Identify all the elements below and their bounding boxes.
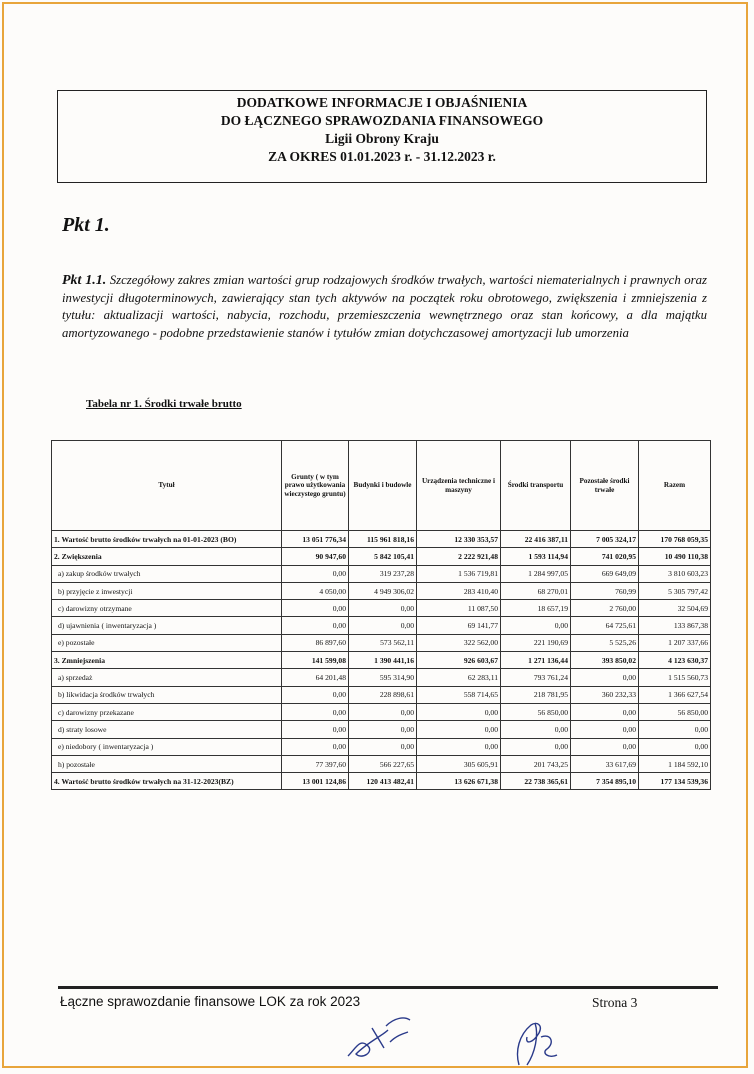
paragraph-text: Szczegółowy zakres zmian wartości grup rodzajowych środków trwałych, wartości niematerialnych i prawnych oraz inwestycji długoterminowych, zawierający stan tych aktywów na początek roku obrotowego, zwiększenia i zmniejszenia z tytułu: aktualizacji wartości, nabycia, rozchodu, przemieszczenia wewnętrznego oraz stan końcowy, a dla majątku amortyzowanego - podobne przedstawienie stanów i tytułów zmian dotychczasowej amortyzacji lub umorzenia: [62, 273, 707, 340]
table-row: [52, 669, 711, 686]
cell-value: 7 354 895,10: [571, 773, 639, 790]
cell-value: 32 504,69: [639, 600, 711, 617]
cell-value: 4 050,00: [282, 582, 349, 599]
row-label: e) niedobory ( inwentaryzacja ): [52, 738, 282, 755]
cell-value: 56 850,00: [501, 703, 571, 720]
cell-value: 1 184 592,10: [639, 755, 711, 772]
cell-value: 22 738 365,61: [501, 773, 571, 790]
cell-value: 0,00: [501, 738, 571, 755]
cell-value: 0,00: [349, 703, 417, 720]
cell-value: 13 626 671,38: [417, 773, 501, 790]
table-row: [52, 703, 711, 720]
table-header-row: [52, 441, 711, 531]
cell-value: 760,99: [571, 582, 639, 599]
column-header: Urządzenia techniczne i maszyny: [417, 441, 501, 531]
row-label: b) likwidacja środków trwałych: [52, 686, 282, 703]
cell-value: 573 562,11: [349, 634, 417, 651]
cell-value: 0,00: [349, 721, 417, 738]
row-label: a) sprzedaż: [52, 669, 282, 686]
column-header: Budynki i budowle: [349, 441, 417, 531]
table-row: [52, 617, 711, 634]
cell-value: 7 005 324,17: [571, 531, 639, 548]
cell-value: 0,00: [349, 617, 417, 634]
table-row: [52, 600, 711, 617]
cell-value: 11 087,50: [417, 600, 501, 617]
cell-value: 0,00: [349, 600, 417, 617]
cell-value: 319 237,28: [349, 565, 417, 582]
cell-value: 90 947,60: [282, 548, 349, 565]
table-row: [52, 721, 711, 738]
cell-value: 283 410,40: [417, 582, 501, 599]
cell-value: 1 593 114,94: [501, 548, 571, 565]
row-label: 3. Zmniejszenia: [52, 652, 282, 669]
table-row: [52, 652, 711, 669]
cell-value: 360 232,33: [571, 686, 639, 703]
cell-value: 115 961 818,16: [349, 531, 417, 548]
cell-value: 64 201,48: [282, 669, 349, 686]
table-row: [52, 565, 711, 582]
cell-value: 141 599,08: [282, 652, 349, 669]
cell-value: 33 617,69: [571, 755, 639, 772]
table-row: [52, 582, 711, 599]
cell-value: 5 525,26: [571, 634, 639, 651]
cell-value: 5 842 105,41: [349, 548, 417, 565]
cell-value: 0,00: [571, 669, 639, 686]
cell-value: 322 562,00: [417, 634, 501, 651]
cell-value: 1 284 997,05: [501, 565, 571, 582]
table-row: [52, 634, 711, 651]
cell-value: 305 605,91: [417, 755, 501, 772]
cell-value: 926 603,67: [417, 652, 501, 669]
cell-value: 0,00: [571, 721, 639, 738]
table-row: [52, 738, 711, 755]
row-label: b) przyjęcie z inwestycji: [52, 582, 282, 599]
column-header: Środki transportu: [501, 441, 571, 531]
cell-value: 228 898,61: [349, 686, 417, 703]
row-label: d) straty losowe: [52, 721, 282, 738]
row-label: c) darowizny otrzymane: [52, 600, 282, 617]
cell-value: 0,00: [571, 738, 639, 755]
cell-value: 1 271 136,44: [501, 652, 571, 669]
cell-value: 1 390 441,16: [349, 652, 417, 669]
row-label: c) darowizny przekazane: [52, 703, 282, 720]
cell-value: 595 314,90: [349, 669, 417, 686]
section-paragraph: [62, 272, 707, 342]
cell-value: 0,00: [282, 686, 349, 703]
cell-value: 69 141,77: [417, 617, 501, 634]
paragraph-label: Pkt 1.1.: [62, 273, 107, 288]
row-label: 1. Wartość brutto środków trwałych na 01-01-2023 (BO): [52, 531, 282, 548]
cell-value: 2 222 921,48: [417, 548, 501, 565]
cell-value: 0,00: [349, 738, 417, 755]
cell-value: 13 051 776,34: [282, 531, 349, 548]
cell-value: 669 649,09: [571, 565, 639, 582]
cell-value: 393 850,02: [571, 652, 639, 669]
fixed-assets-table: [51, 440, 711, 790]
column-header: Pozostałe środki trwałe: [571, 441, 639, 531]
cell-value: 4 949 306,02: [349, 582, 417, 599]
signature-1: [338, 1008, 418, 1066]
column-header: Razem: [639, 441, 711, 531]
section-heading: Pkt 1.: [62, 214, 110, 236]
cell-value: 62 283,11: [417, 669, 501, 686]
row-label: d) ujawnienia ( inwentaryzacja ): [52, 617, 282, 634]
cell-value: 22 416 387,11: [501, 531, 571, 548]
table-row: [52, 755, 711, 772]
cell-value: 793 761,24: [501, 669, 571, 686]
cell-value: 68 270,01: [501, 582, 571, 599]
cell-value: 0,00: [639, 738, 711, 755]
cell-value: 0,00: [501, 617, 571, 634]
cell-value: 0,00: [282, 600, 349, 617]
cell-value: 12 330 353,57: [417, 531, 501, 548]
cell-value: 2 760,00: [571, 600, 639, 617]
cell-value: 56 850,00: [639, 703, 711, 720]
cell-value: 0,00: [282, 565, 349, 582]
table-row: [52, 686, 711, 703]
cell-value: 177 134 539,36: [639, 773, 711, 790]
table-caption: Tabela nr 1. Środki trwałe brutto: [86, 398, 242, 410]
cell-value: 0,00: [282, 738, 349, 755]
cell-value: 0,00: [501, 721, 571, 738]
cell-value: 18 657,19: [501, 600, 571, 617]
footer-page-number: Strona 3: [592, 995, 638, 1010]
cell-value: 0,00: [639, 721, 711, 738]
cell-value: 13 001 124,86: [282, 773, 349, 790]
cell-value: 221 190,69: [501, 634, 571, 651]
row-label: h) pozostałe: [52, 755, 282, 772]
cell-value: 10 490 110,38: [639, 548, 711, 565]
column-header: Tytuł: [52, 441, 282, 531]
signature-2: [505, 1015, 565, 1070]
cell-value: 0,00: [282, 617, 349, 634]
table-row: [52, 773, 711, 790]
cell-value: 201 743,25: [501, 755, 571, 772]
cell-value: 0,00: [417, 703, 501, 720]
title-line-2: DO ŁĄCZNEGO SPRAWOZDANIA FINANSOWEGO: [220, 113, 544, 128]
cell-value: 77 397,60: [282, 755, 349, 772]
table-row: [52, 548, 711, 565]
cell-value: 0,00: [282, 721, 349, 738]
cell-value: 1 536 719,81: [417, 565, 501, 582]
cell-value: 4 123 630,37: [639, 652, 711, 669]
row-label: 2. Zwiększenia: [52, 548, 282, 565]
cell-value: 0,00: [282, 703, 349, 720]
column-header: Grunty ( w tym prawo użytkowania wieczystego gruntu): [282, 441, 349, 531]
footer-report-name: Łączne sprawozdanie finansowe LOK za rok 2023: [60, 994, 361, 1009]
cell-value: 133 867,38: [639, 617, 711, 634]
cell-value: 0,00: [417, 738, 501, 755]
cell-value: 218 781,95: [501, 686, 571, 703]
footer-divider: [58, 986, 718, 989]
cell-value: 1 366 627,54: [639, 686, 711, 703]
table-row: [52, 531, 711, 548]
cell-value: 0,00: [571, 703, 639, 720]
cell-value: 1 207 337,66: [639, 634, 711, 651]
row-label: a) zakup środków trwałych: [52, 565, 282, 582]
title-line-4: ZA OKRES 01.01.2023 r. - 31.12.2023 r.: [268, 149, 496, 164]
cell-value: 170 768 059,35: [639, 531, 711, 548]
cell-value: 3 810 603,23: [639, 565, 711, 582]
cell-value: 566 227,65: [349, 755, 417, 772]
cell-value: 0,00: [417, 721, 501, 738]
title-line-1: DODATKOWE INFORMACJE I OBJAŚNIENIA: [236, 95, 528, 110]
cell-value: 558 714,65: [417, 686, 501, 703]
cell-value: 1 515 560,73: [639, 669, 711, 686]
row-label: 4. Wartość brutto środków trwałych na 31-12-2023(BZ): [52, 773, 282, 790]
cell-value: 86 897,60: [282, 634, 349, 651]
document-title-box: [57, 90, 707, 183]
row-label: e) pozostałe: [52, 634, 282, 651]
cell-value: 120 413 482,41: [349, 773, 417, 790]
cell-value: 5 305 797,42: [639, 582, 711, 599]
cell-value: 64 725,61: [571, 617, 639, 634]
cell-value: 741 020,95: [571, 548, 639, 565]
title-line-3: Ligii Obrony Kraju: [325, 131, 439, 146]
